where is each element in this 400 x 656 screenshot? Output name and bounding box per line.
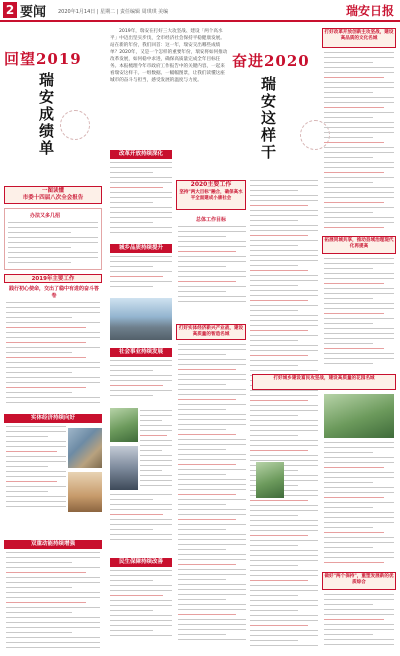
box-2019-subtitle: 践行初心使命，交出了稳中有进的奋斗答卷 [8,286,99,299]
text-block [324,52,394,232]
photo-park [110,408,138,442]
section-name: 要闻 [20,5,47,20]
box-two-maintain: 做好"两个保持"，重塑发展新的优质综合 [322,572,396,590]
masthead [0,0,400,22]
headline-2019: 回望2019 [4,50,82,68]
dateline: 2020年1月14日 | 星期二 | 责任编辑 周琪琪 美编 [58,9,169,15]
text-block [6,426,66,522]
text-block [8,222,98,268]
photo-workshop [68,472,102,512]
text-block [110,494,172,554]
box-urban-rural: 打好城乡建设富民攻坚战，建设高质量的花园名城 [252,374,396,390]
box-2020-work [176,180,246,210]
text-block [140,410,172,506]
box-target-title: 总体工作目标 [195,217,226,223]
newspaper-brand: 瑞安日报 [345,4,394,18]
photo-factory [68,428,102,468]
photo-garden-city [324,394,394,438]
box-title-2019-work: 2019年主要工作 [4,274,102,283]
box-reform-culture: 打好改革开放创新主攻坚战，建设高品质的文化名城 [322,28,396,48]
photo-greenery [256,462,284,498]
text-block [110,360,172,406]
box-plenary-subtitle: 办法又多几招 [30,213,61,219]
text-block [324,258,394,370]
text-block [110,256,172,296]
headline-vertical-left: 瑞安成绩单 [37,72,55,157]
text-block [110,570,172,652]
headline-vertical-right: 瑞安这样干 [259,76,277,161]
text-block [110,162,172,240]
box-title-plenary: 一图读懂 市委十四届八次全会报告 [4,186,102,204]
box-county-governance: 拓展同城共享，推动县域治理现代化再提高 [322,236,396,254]
box-2020-subtitle: 坚持"两大目标"融合，确保高水平全面建成小康社会 [179,190,243,201]
text-block [178,226,246,322]
text-block [6,302,100,410]
ribbon-real-economy: 实体经济持续向好 [4,414,102,423]
ribbon-dual-momentum: 双重动能持续增强 [4,540,102,549]
box-2020-title: 2020主要工作 [190,181,232,188]
ribbon-city-quality: 城乡品质持续提升 [110,244,172,253]
text-block [178,344,246,652]
photo-residents [110,446,138,490]
text-block [324,442,394,570]
text-block [6,552,100,652]
page-number: 2 [3,2,17,18]
ribbon-reform: 改革开放持续深化 [110,150,172,159]
intro-paragraph: 2019年，瑞安在打好三大攻坚战、建设「两个高水平」中迈出坚实步伐，全市经济社会保持平稳健康发展。站在新的年份，我们回首：这一年，瑞安交出哪些成绩单？2020年，又是一个怎样的重要年份，瑞安将如何推动改革发展，如何稳中求进，确保高质量完成全年目标任务。本报梳理今年市政府工作报告中的关键内容，一起来看瑞安这样干。一组数据、一幅幅图景，让我们读懂这座城市的奋斗与担当，感受发展的温度与力度。 [110,29,228,83]
headline-2020: 奋进2020 [232,52,310,70]
text-block [250,180,318,650]
ribbon-livelihood: 民生保障持续改善 [110,558,172,567]
box-manufacturing: 打好实体经济新兴产业战，建设高质量的智造名城 [176,324,246,340]
text-block [324,594,394,652]
photo-cityscape [110,298,172,340]
ribbon-social: 社会事业持续发展 [110,348,172,357]
decorative-circle [60,110,90,140]
